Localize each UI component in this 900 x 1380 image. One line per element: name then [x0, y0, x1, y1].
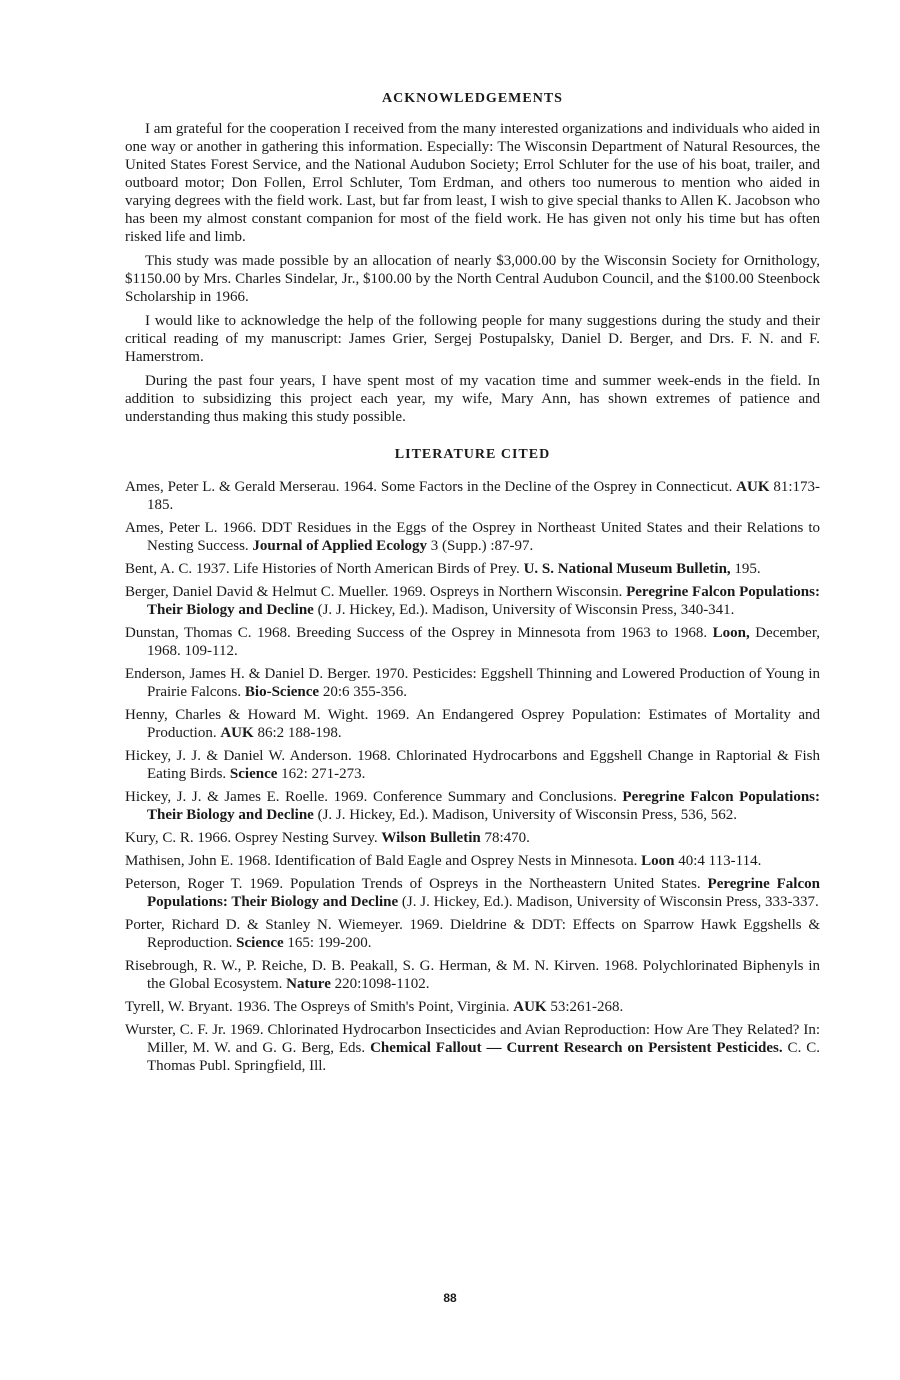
reference-item: Kury, C. R. 1966. Osprey Nesting Survey. Wilson Bulletin 78:470.: [125, 830, 530, 846]
reference-item: Porter, Richard D. & Stanley N. Wiemeyer. 1969. Dieldrine & DDT: Effects on Sparrow Hawk Eggshells & Reproduction. Science 165: 199-200.: [125, 917, 820, 951]
ack-paragraph-2: This study was made possible by an allocation of nearly $3,000.00 by the Wisconsin Society for Ornithology, $1150.00 by Mrs. Charles Sindelar, Jr., $100.00 by the North Central Audubon Council, and the $100.00 Steenbock Scholarship in 1966.: [125, 253, 820, 305]
reference-item: Hickey, J. J. & James E. Roelle. 1969. Conference Summary and Conclusions. Peregrine Falcon Populations: Their Biology and Decline (J. J. Hickey, Ed.). Madison, University of Wisconsin Press, 536, 562.: [125, 789, 820, 823]
reference-item: Ames, Peter L. 1966. DDT Residues in the Eggs of the Osprey in Northeast United States and their Relations to Nesting Success. Journal of Applied Ecology 3 (Supp.) :87-97.: [125, 520, 820, 554]
ack-paragraph-3: I would like to acknowledge the help of the following people for many suggestions during the study and their critical reading of my manuscript: James Grier, Sergej Postupalsky, Daniel D. Berger, and Drs. F. N. and F. Hamerstrom.: [125, 313, 820, 365]
reference-item: Enderson, James H. & Daniel D. Berger. 1970. Pesticides: Eggshell Thinning and Lowered Production of Young in Prairie Falcons. Bio-Science 20:6 355-356.: [125, 666, 820, 700]
reference-item: Berger, Daniel David & Helmut C. Mueller. 1969. Ospreys in Northern Wisconsin. Peregrine Falcon Populations: Their Biology and Decline (J. J. Hickey, Ed.). Madison, University of Wisconsin Press, 340-341.: [125, 584, 820, 618]
reference-item: Ames, Peter L. & Gerald Merserau. 1964. Some Factors in the Decline of the Osprey in Connecticut. AUK 81:173-185.: [125, 479, 821, 513]
literature-cited-heading: LITERATURE CITED: [394, 447, 551, 462]
page-number: 88: [443, 1291, 457, 1305]
ack-paragraph-4: During the past four years, I have spent most of my vacation time and summer week-ends in the field. In addition to subsidizing this project each year, my wife, Mary Ann, has shown extremes of patience and understanding thus making this study possible.: [125, 373, 820, 425]
reference-item: Mathisen, John E. 1968. Identification of Bald Eagle and Osprey Nests in Minnesota. Loon 40:4 113-114.: [125, 853, 762, 869]
reference-item: Hickey, J. J. & Daniel W. Anderson. 1968. Chlorinated Hydrocarbons and Eggshell Change in Raptorial & Fish Eating Birds. Science 162: 271-273.: [125, 748, 820, 782]
reference-item: Dunstan, Thomas C. 1968. Breeding Success of the Osprey in Minnesota from 1963 to 1968. Loon, December, 1968. 109-112.: [125, 625, 820, 659]
acknowledgements-heading: ACKNOWLEDGEMENTS: [382, 91, 563, 106]
reference-item: Risebrough, R. W., P. Reiche, D. B. Peakall, S. G. Herman, & M. N. Kirven. 1968. Polychlorinated Biphenyls in the Global Ecosystem. Nature 220:1098-1102.: [125, 958, 820, 992]
reference-item: Henny, Charles & Howard M. Wight. 1969. An Endangered Osprey Population: Estimates of Mortality and Production. AUK 86:2 188-198.: [125, 707, 820, 741]
reference-item: Peterson, Roger T. 1969. Population Trends of Ospreys in the Northeastern United States. Peregrine Falcon Populations: Their Biology and Decline (J. J. Hickey, Ed.). Madison, University of Wisconsin Press, 333-337.: [125, 876, 820, 910]
reference-item: Wurster, C. F. Jr. 1969. Chlorinated Hydrocarbon Insecticides and Avian Reproduction: How Are They Related? In: Miller, M. W. and G. G. Berg, Eds. Chemical Fallout — Current Research on Persistent Pesticides. C. C. Thomas Publ. Springfield, Ill.: [125, 1022, 820, 1074]
reference-item: Tyrell, W. Bryant. 1936. The Ospreys of Smith's Point, Virginia. AUK 53:261-268.: [125, 999, 624, 1015]
reference-item: Bent, A. C. 1937. Life Histories of North American Birds of Prey. U. S. National Museum Bulletin, 195.: [125, 561, 761, 577]
ack-paragraph-1: I am grateful for the cooperation I received from the many interested organizations and individuals who aided in one way or another in gathering this information. Especially: The Wisconsin Department of Natural Resources, the United States Forest Service, and the National Audubon Society; Errol Schluter for the use of his boat, trailer, and outboard motor; Don Follen, Errol Schluter, Tom Erdman, and others too numerous to mention who aided in varying degrees with the field work. Last, but far from least, I wish to give special thanks to Allen K. Jacobson who has been my almost constant companion for most of the field work. He has given not only his time but has often risked life and limb.: [125, 121, 820, 245]
reference-list: [125, 478, 820, 1075]
